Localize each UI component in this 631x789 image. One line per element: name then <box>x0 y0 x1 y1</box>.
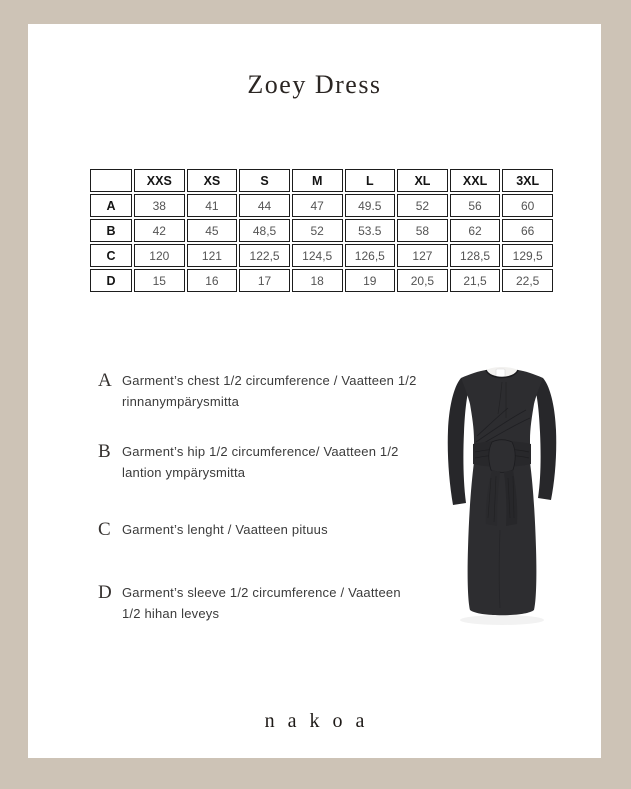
size-column-3XL: 3XL <box>502 169 553 192</box>
size-value-C-S: 122,5 <box>239 244 290 267</box>
size-value-A-XXL: 56 <box>450 194 501 217</box>
size-value-B-3XL: 66 <box>502 219 553 242</box>
size-value-A-L: 49.5 <box>345 194 396 217</box>
size-value-D-3XL: 22,5 <box>502 269 553 292</box>
size-value-C-XL: 127 <box>397 244 448 267</box>
size-value-C-XXL: 128,5 <box>450 244 501 267</box>
size-guide-sheet <box>28 24 601 758</box>
size-value-C-XS: 121 <box>187 244 238 267</box>
row-label-A: A <box>90 194 132 217</box>
size-value-B-XL: 58 <box>397 219 448 242</box>
legend-text-B: Garment’s hip 1/2 circumference/ Vaatteen 1/2 lantion ympärysmitta <box>122 444 399 480</box>
legend-letter-D: D <box>98 582 112 603</box>
size-value-D-L: 19 <box>345 269 396 292</box>
size-column-XS: XS <box>187 169 238 192</box>
legend-letter-C: C <box>98 519 111 540</box>
size-value-A-M: 47 <box>292 194 343 217</box>
size-value-D-S: 17 <box>239 269 290 292</box>
size-value-B-XXL: 62 <box>450 219 501 242</box>
legend-text-D: Garment’s sleeve 1/2 circumference / Vaatteen 1/2 hihan leveys <box>122 585 401 621</box>
page-title: Zoey Dress <box>247 70 382 99</box>
size-value-B-XS: 45 <box>187 219 238 242</box>
size-value-D-XXS: 15 <box>134 269 185 292</box>
legend-letter-A: A <box>98 370 112 391</box>
size-value-A-S: 44 <box>239 194 290 217</box>
size-column-XXL: XXL <box>450 169 501 192</box>
legend-item-D <box>98 582 422 624</box>
dress-belt-knot <box>489 440 515 473</box>
legend-item-C <box>98 519 422 540</box>
size-value-C-M: 124,5 <box>292 244 343 267</box>
size-column-S: S <box>239 169 290 192</box>
size-value-A-XXS: 38 <box>134 194 185 217</box>
size-column-XL: XL <box>397 169 448 192</box>
size-column-L: L <box>345 169 396 192</box>
size-value-C-L: 126,5 <box>345 244 396 267</box>
legend-letter-B: B <box>98 441 111 462</box>
legend-item-B <box>98 441 422 483</box>
size-value-A-XS: 41 <box>187 194 238 217</box>
size-value-D-XS: 16 <box>187 269 238 292</box>
row-label-B: B <box>90 219 132 242</box>
size-value-D-M: 18 <box>292 269 343 292</box>
size-value-C-3XL: 129,5 <box>502 244 553 267</box>
size-value-D-XXL: 21,5 <box>450 269 501 292</box>
row-label-C: C <box>90 244 132 267</box>
dress-shadow <box>460 615 544 625</box>
legend-text-A: Garment’s chest 1/2 circumference / Vaatteen 1/2 rinnanympärysmitta <box>122 373 417 409</box>
size-column-M: M <box>292 169 343 192</box>
size-value-D-XL: 20,5 <box>397 269 448 292</box>
brand-logo: nakoa <box>264 710 378 732</box>
dress-neck-label <box>496 369 505 377</box>
size-column-XXS: XXS <box>134 169 185 192</box>
legend-text-C: Garment’s lenght / Vaatteen pituus <box>122 522 328 537</box>
size-value-B-S: 48,5 <box>239 219 290 242</box>
dress-illustration <box>430 358 574 635</box>
dress-body <box>461 370 543 615</box>
legend-item-A <box>98 370 422 412</box>
product-image <box>430 358 574 635</box>
size-value-C-XXS: 120 <box>134 244 185 267</box>
size-value-B-XXS: 42 <box>134 219 185 242</box>
size-value-B-L: 53.5 <box>345 219 396 242</box>
row-label-D: D <box>90 269 132 292</box>
size-value-A-XL: 52 <box>397 194 448 217</box>
size-value-B-M: 52 <box>292 219 343 242</box>
size-value-A-3XL: 60 <box>502 194 553 217</box>
